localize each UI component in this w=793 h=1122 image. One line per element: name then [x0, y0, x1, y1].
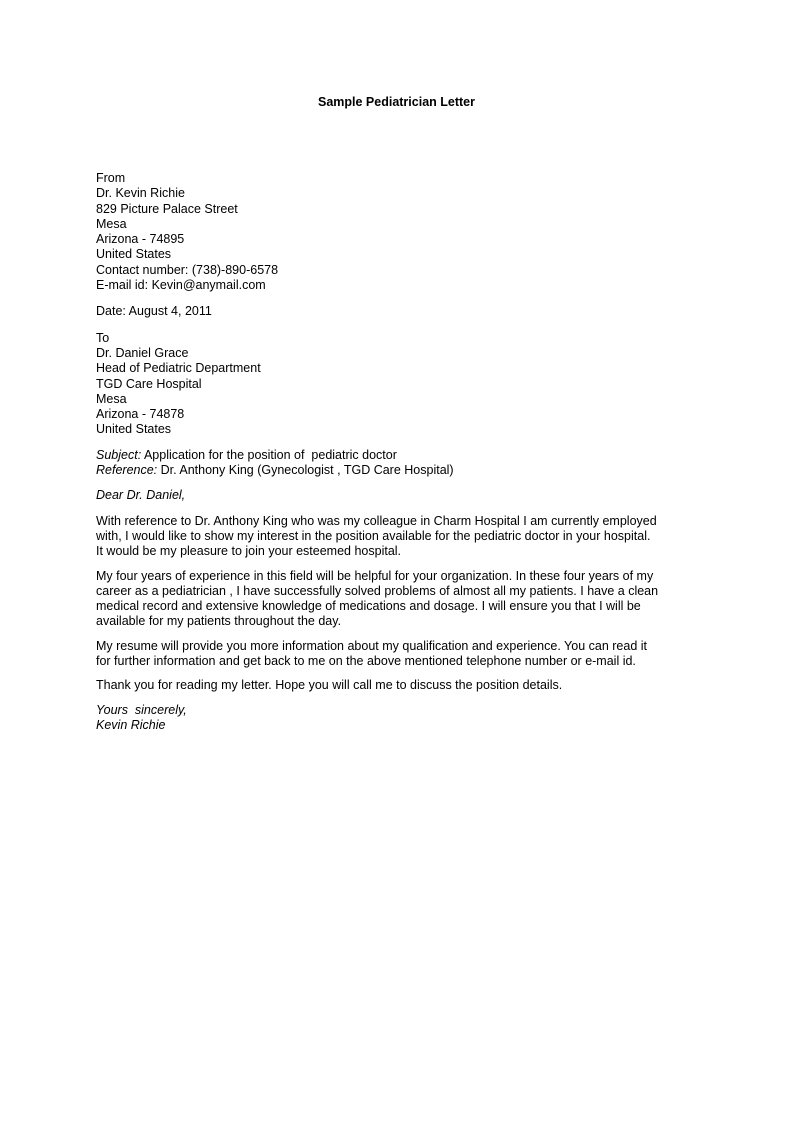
sender-city: Mesa [96, 216, 127, 231]
letter-content [96, 171, 696, 733]
letter-date: Date: August 4, 2011 [96, 304, 212, 319]
signature-name: Kevin Richie [96, 717, 166, 732]
closing-text: Yours sincerely, [96, 702, 187, 717]
to-label: To [96, 330, 110, 345]
sender-country: United States [96, 247, 172, 262]
subject-line [96, 448, 696, 463]
paragraph-line: career as a pediatrician , I have successfully solved problems of almost all my patients. I have a clean [96, 583, 659, 598]
reference-line [96, 463, 696, 478]
salutation [96, 488, 696, 503]
reference-text: Dr. Anthony King (Gynecologist , TGD Care Hospital) [157, 463, 454, 478]
subject-reference-block [96, 448, 696, 479]
paragraph-line: My four years of experience in this field will be helpful for your organization. In these four years of my [96, 568, 654, 583]
paragraph-line: My resume will provide you more information about my qualification and experience. You can read it [96, 638, 647, 653]
page-title: Sample Pediatrician Letter [317, 95, 475, 109]
from-label: From [96, 171, 126, 185]
recipient-state-zip: Arizona - 74878 [96, 407, 185, 422]
paragraph-line: It would be my pleasure to join your esteemed hospital. [96, 544, 402, 559]
paragraph-line: for further information and get back to me on the above mentioned telephone number or e-mail id. [96, 654, 636, 669]
paragraph-line: available for my patients throughout the day. [96, 614, 342, 629]
recipient-city: Mesa [96, 391, 127, 406]
recipient-country: United States [96, 422, 172, 437]
body-paragraph-1 [96, 514, 696, 560]
recipient-address-block [96, 331, 696, 438]
paragraph-line: Thank you for reading my letter. Hope you will call me to discuss the position details. [96, 678, 563, 693]
sender-street: 829 Picture Palace Street [96, 201, 238, 216]
sender-email: E-mail id: Kevin@anymail.com [96, 278, 266, 293]
subject-text: Application for the position of pediatric doctor [141, 447, 397, 462]
subject-label: Subject: [96, 447, 142, 462]
date-line [96, 304, 696, 319]
reference-label: Reference: [96, 463, 158, 478]
recipient-hospital: TGD Care Hospital [96, 376, 202, 391]
paragraph-line: With reference to Dr. Anthony King who was my colleague in Charm Hospital I am currently employed [96, 513, 657, 528]
body-paragraph-4 [96, 678, 696, 693]
paragraph-line: with, I would like to show my interest in the position available for the pediatric doctor in your hospital. [96, 528, 651, 543]
recipient-title: Head of Pediatric Department [96, 361, 261, 376]
sender-state-zip: Arizona - 74895 [96, 232, 185, 247]
paragraph-line: medical record and extensive knowledge of medications and dosage. I will ensure you that I will be [96, 599, 641, 614]
salutation-text: Dear Dr. Daniel, [96, 488, 186, 503]
sender-phone: Contact number: (738)-890-6578 [96, 262, 279, 277]
body-paragraph-3 [96, 639, 696, 670]
recipient-name: Dr. Daniel Grace [96, 345, 189, 360]
closing-block [96, 703, 696, 734]
sender-address-block [96, 171, 696, 293]
body-paragraph-2 [96, 569, 696, 630]
sender-name: Dr. Kevin Richie [96, 186, 185, 201]
